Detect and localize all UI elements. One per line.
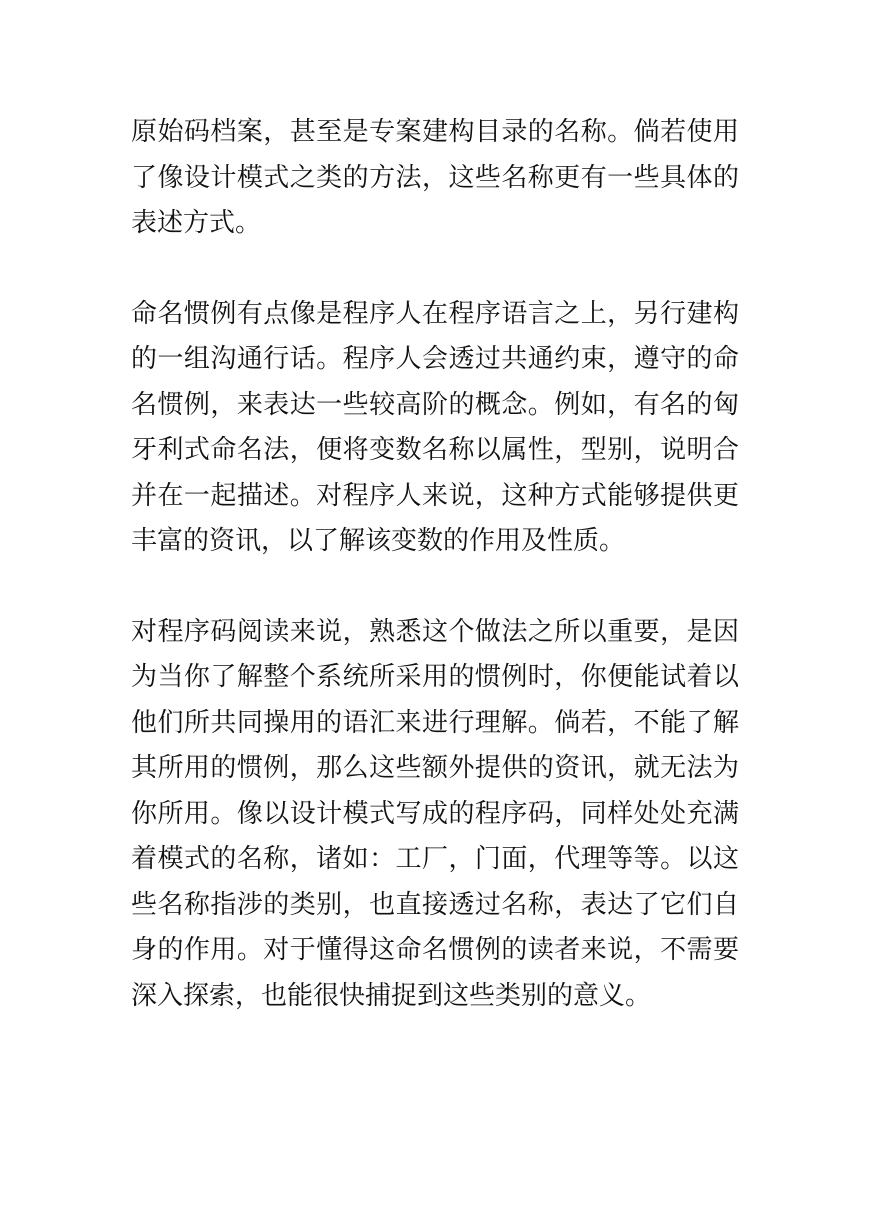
paragraph-3: 对程序码阅读来说，熟悉这个做法之所以重要，是因为当你了解整个系统所采用的惯例时，你便能试着以他们所共同操用的语汇来进行理解。倘若，不能了解其所用的惯例，那么这些额外提供的资讯，就无法为你所用。像以设计模式写成的程序码，同样处处充满着模式的名称，诸如：工厂，门面，代理等等。以这些名称指涉的类别，也直接透过名称，表达了它们自身的作用。对于懂得这命名惯例的读者来说，不需要深入探索，也能很快捕捉到这些类别的意义。 bbox=[131, 616, 739, 1011]
document-body bbox=[131, 110, 739, 1019]
paragraph-1: 原始码档案，甚至是专案建构目录的名称。倘若使用了像设计模式之类的方法，这些名称更有一些具体的表述方式。 bbox=[131, 117, 739, 238]
paragraph-2: 命名惯例有点像是程序人在程序语言之上，另行建构的一组沟通行话。程序人会透过共通约束，遵守的命名惯例，来表达一些较高阶的概念。例如，有名的匈牙利式命名法，便将变数名称以属性，型别，说明合并在一起描述。对程序人来说，这种方式能够提供更丰富的资讯，以了解该变数的作用及性质。 bbox=[131, 298, 739, 556]
